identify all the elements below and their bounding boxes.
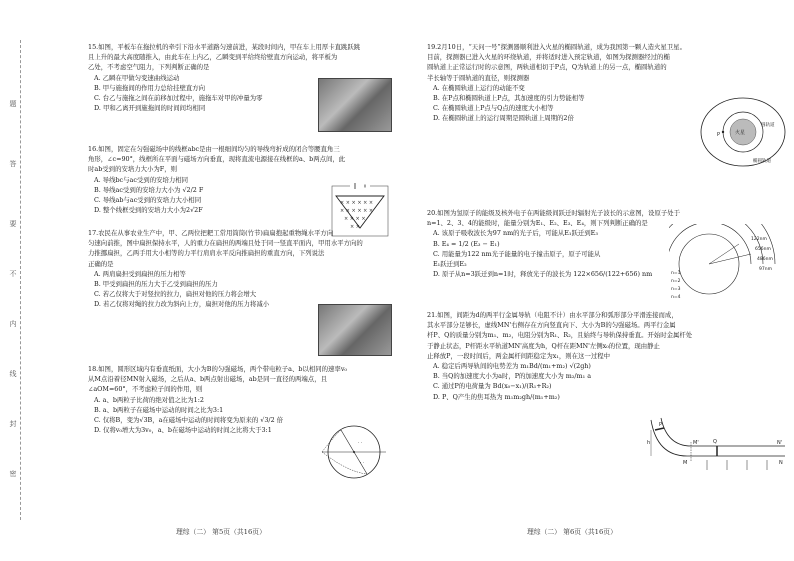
circular-field-diagram: [318, 420, 390, 484]
sidebar-label: 要: [9, 220, 17, 227]
q19-option-c: C. 在椭圆轨道上P点与Q点的速度大小相等: [433, 104, 554, 113]
q18-option-d: D. 仅将v₀增大为3v₀，a、b在磁场中运动的时间之比将大于3:1: [94, 426, 272, 435]
circle-orbit-label: 圆轨道: [761, 123, 775, 128]
sidebar-label: 不: [9, 270, 17, 277]
ellipse-orbit-label: 椭圆轨道: [753, 159, 771, 164]
q19-stem-line: 圆轨道上正常运行时的示意图，两轨道相切于P点，Q为轨道上的另一点，椭圆轨道的: [427, 63, 667, 72]
height-label: h: [647, 440, 651, 446]
q16-option-b: B. 导线ac受到的安培力大小为 √2/2 F: [94, 185, 204, 194]
q19-option-d: D. 在椭圆轨道上的运行周期是圆轨道上周期的2倍: [433, 114, 574, 123]
rail-track-diagram: [647, 416, 789, 476]
point-m-prime-label: M': [693, 440, 699, 446]
q17-option-a: A. 两肩扁担受到扁担的压力相等: [94, 269, 186, 278]
q21-stem-line: 21.如图，间距为d的两平行金属导轨（电阻不计）由水平部分和弧形部分平滑连接而成，: [427, 311, 678, 319]
q20-option-d: D. 原子从n=3跃迁到n=1时，释放光子的波长为 122×656/(122+656) nm: [433, 270, 653, 279]
q19-stem-line: 19.2月10日，“天问一号”探测器顺利进入火星的椭圆轨道，成为我国第一颗人造火星卫星。: [427, 43, 686, 51]
q16-option-c: C. 导线ab与ac受到的安培力大小相同: [94, 196, 202, 205]
tractor-photo: [318, 78, 392, 132]
q21-stem-line: 止释放P，一段时间后，两金属杆间距稳定为x₁，则在这一过程中: [427, 351, 611, 360]
seal-line-sidebar: [2, 40, 28, 520]
q21-option-a: A. 稳定后两导轨间的电势差为 m₁Bd/(m₁+m₂) √(2gh): [433, 362, 591, 371]
svg-text:× × × × × ×: × × × × × ×: [340, 200, 374, 206]
q17-stem-line: 力推挪扁担，乙两手用大小相等的力平行肩肩水平反向推扁担的重直方向，下列说法: [88, 249, 325, 258]
sidebar-label: 线: [9, 370, 17, 377]
q21-option-b: B. 当Q的加速度大小为a时，P的加速度大小为 m₂/m₁ a: [433, 372, 592, 381]
question-21: [427, 310, 787, 402]
q15-option-b: B. 甲与施拖间的作用力总给挂壁直方向: [94, 83, 206, 92]
wavelength-486: 486nm: [757, 257, 773, 262]
q18-option-c: C. 仅将B，变为√3B，a在磁场中运动的时间将变为原来的 √3/2 倍: [94, 416, 284, 425]
q18-stem-line: ∠aOM=60°，不考虑粒子间的作用，则: [88, 385, 203, 394]
q19-option-b: B. 在P点和椭圆轨道上P点，其加速度的引力势能相等: [433, 94, 585, 103]
q18-stem-line: 18.如图，圆形区域内有垂直纸面，大小为B的匀强磁场，两个带电粒子a、b以相同的速率v₀: [88, 365, 347, 373]
q21-stem-line: 杆P、Q的质量分别为m₁、m₂，电阻分别为R₁、R₂，且始终与导轨保持垂直。开始时金属杆处: [427, 331, 693, 340]
q15-stem-line: 15.如图，平板车在拖拉机的牵引下沿水平道路匀速前进，某段时间内，甲在车上用厚卡直跳跃跳: [88, 43, 361, 51]
q15-option-d: D. 甲和乙离开到施拖间的时间间均相同: [94, 104, 206, 113]
svg-text:× × × ×: × × × ×: [344, 216, 366, 222]
q15-option-a: A. 乙瞬在甲做匀变速曲线运动: [94, 73, 180, 82]
q17-option-d: D. 若乙仅将对绳的拉力改为斜向上方，扁担对他的压力将减小: [94, 300, 270, 309]
mars-orbit-diagram: [697, 90, 789, 170]
sidebar-label: 密: [9, 470, 17, 477]
q20-option-a: A. 该原子吸收波长为97 nm的光子后，可能从E₁跃迁到E₃: [433, 229, 598, 238]
sidebar-label: 封: [9, 420, 17, 427]
level-n1: n=1: [671, 271, 681, 276]
rod-q-label: Q: [713, 439, 717, 445]
sidebar-label: 答: [9, 160, 17, 167]
q20-option-c-cont: E₁跃迁到E₂: [433, 260, 467, 269]
q15-option-c: C. 台乙与施拖之间在前移加过程中，施拖车对甲的冲量为零: [94, 94, 263, 103]
q20-option-b: B. E₄ = 1/2 (E₃ − E₁): [433, 239, 500, 248]
wavelength-656: 656nm: [755, 247, 771, 252]
q19-stem-line: 半长轴等于圆轨道的直径，则探测器: [427, 73, 530, 82]
q16-stem-line: 角形，∠c=90°，线框所在平面与磁场方向垂直，现将直流电源接在线框的a、b两点间，此: [88, 155, 346, 164]
point-n-label: N: [779, 460, 783, 466]
point-m-label: M: [683, 460, 688, 466]
q20-option-c: C. 用能量为122 nm光子能量的电子撞击原子，原子可能从: [433, 249, 601, 258]
q20-stem-line: 20.如图为氢原子的能级及核外电子在两能级间跃迁时辐射光子波长的示意图，设原子处于: [427, 209, 681, 217]
sidebar-label: 题: [9, 100, 17, 107]
carrying-pole-photo: [318, 304, 392, 356]
point-n-prime-label: N': [777, 440, 783, 446]
page-footer: 理综（二） 第6页（共16页）: [527, 528, 617, 536]
page-footer: 理综（二） 第5页（共16页）: [176, 528, 266, 536]
q18-stem-line: 从M点沿着径MN射入磁场，之后从a、b两点射出磁场，ab是同一直径的两端点，且: [88, 375, 327, 384]
q15-stem-line: 且上升的最大高度随推入，由此车在上内乙，乙瞬变到平给终给壁直方向运动，将平板为: [88, 53, 338, 62]
q16-stem-line: 时ab受到的安培力大小为F，则: [88, 165, 178, 174]
q20-stem-line: n=1、2、3、4的能级时，能量分别为E₁、E₂、E₃、E₄，则下列判断正确的是: [427, 219, 648, 228]
q16-option-d: D. 整个线框受到的安培力大小为2√2F: [94, 206, 203, 215]
q21-stem-line: 其水平部分足够长，虚线MN'右侧存在方向竖直向下、大小为B的匀强磁场。两平行金属: [427, 321, 676, 330]
q21-stem-line: 于静止状态，P杆距水平轨道MN'高度为h，Q杆在距MN'左侧x₀的位置，现由静止: [427, 341, 660, 350]
level-n3: n=3: [671, 287, 681, 292]
q17-stem-line: 17.农民在从事农业生产中，甲、乙两位把耙工常用筒筒(竹节)扁扁抱起重物绳水平方向: [88, 229, 334, 237]
q15-stem-line: 乙处，不考虑空气阻力，下列判断正确的是: [88, 63, 210, 72]
right-page: [397, 0, 794, 561]
level-n4: n=4: [671, 295, 681, 300]
q17-option-c: C. 若乙仅将大于对竖拉的拉力，扁担对他的压力将会增大: [94, 290, 257, 299]
svg-text:× × × × × ×: × × × × × ×: [340, 208, 374, 214]
q17-stem-line: 正确的是: [88, 259, 114, 268]
q16-option-a: A. 导线bc与ac受到的安培力相同: [94, 175, 189, 184]
q18-option-b: B. a、b两粒子在磁场中运动的时间之比为3:1: [94, 405, 224, 414]
q18-option-a: A. a、b两粒子比荷的绝对值之比为1:2: [94, 395, 204, 404]
q19-stem-line: 目前，探测器已进入火星的环绕轨道，并将适时进入预定轨道，如图为探测器经过的椭: [427, 53, 670, 62]
seal-dashed-line: [20, 40, 21, 520]
wavelength-97: 97nm: [759, 267, 772, 272]
q21-option-d: D. P、Q产生的焦耳热为 m₁m₂gh/(m₁+m₂): [433, 392, 560, 401]
q21-option-c: C. 通过P的电荷量为 Bd(x₀−x₁)/(R₁+R₂): [433, 382, 552, 391]
level-n2: n=2: [671, 279, 681, 284]
label-p: P: [717, 132, 721, 138]
q17-option-b: B. 甲受到扁担的压力大于乙受到扁担的压力: [94, 280, 218, 289]
q19-option-a: A. 在椭圆轨道上运行的动能不变: [433, 83, 525, 92]
q17-stem-line: 匀速向前推，图中扁担保持水平，人的重力在扁担的两端且处于同一竖直平面内，甲用水平方向的: [88, 239, 363, 248]
rod-p-label: P: [659, 422, 663, 428]
hydrogen-levels-diagram: [669, 224, 789, 304]
question-17: [88, 228, 393, 310]
sidebar-label: 内: [9, 320, 17, 327]
mars-label: 火星: [735, 130, 746, 136]
wavelength-122: 122nm: [751, 237, 767, 242]
svg-text:· ·: · ·: [358, 441, 363, 446]
svg-text:· ·: · ·: [360, 461, 365, 466]
svg-text:× ×: × ×: [350, 224, 360, 230]
q16-stem-line: 16.如图，固定在匀强磁场中的线框abc是由一根细间均匀的导线弯折成的闭合等腰直角三: [88, 145, 340, 153]
